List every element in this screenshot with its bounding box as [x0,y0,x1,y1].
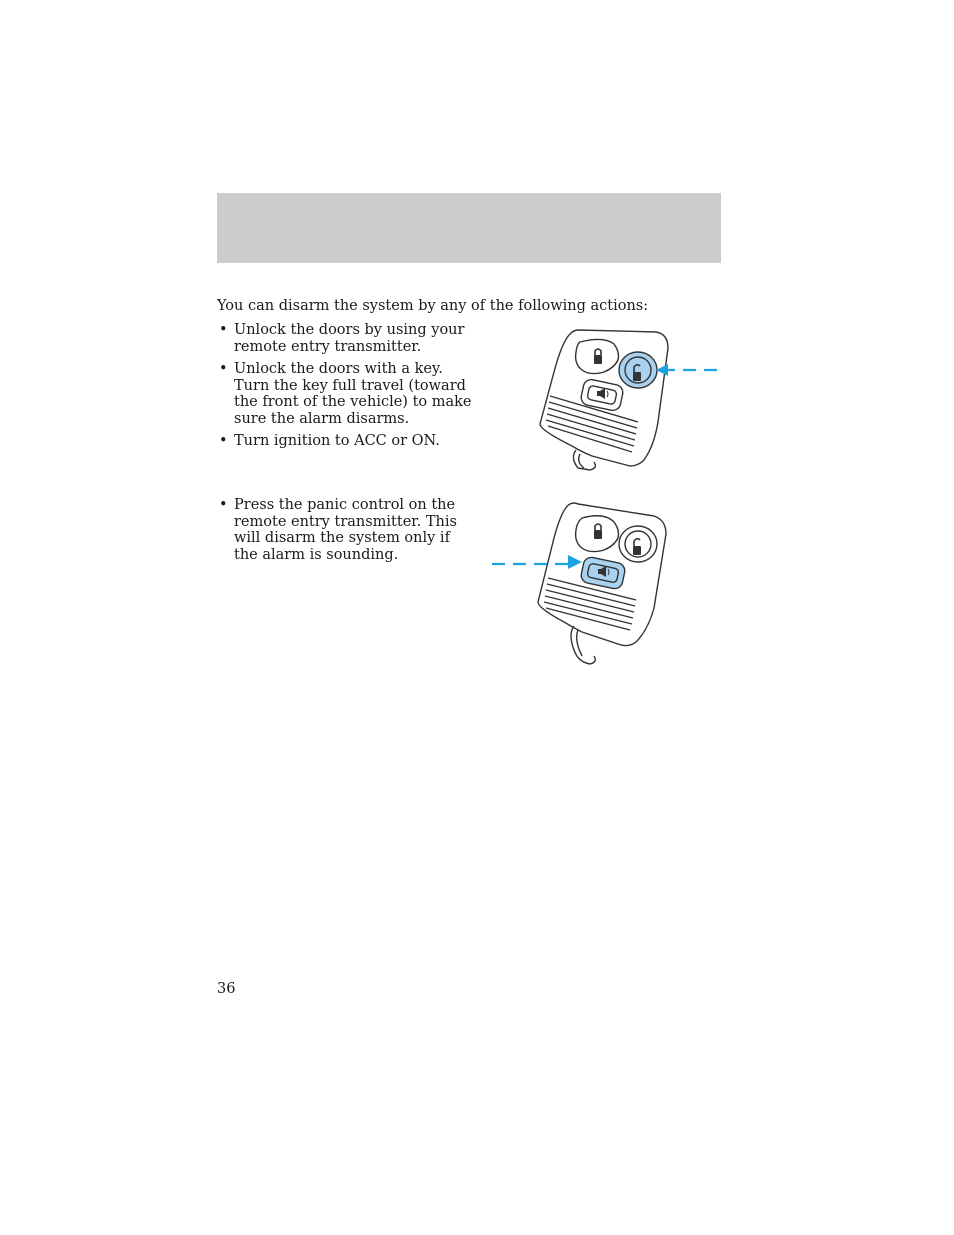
bullet-icon: • [219,361,228,377]
list-item-text: Turn ignition to ACC or ON. [234,433,440,449]
list-item [217,322,477,355]
disarm-actions-list [217,322,477,456]
page-number: 36 [217,981,236,997]
list-item [217,361,477,427]
list-item-text: Unlock the doors with a key. Turn the key full travel (toward the front of the vehicle) to make sure the alarm disarms. [234,361,472,427]
remote-transmitter-panic-illustration [490,498,672,666]
bullet-icon: • [219,433,228,449]
list-item-text: Unlock the doors by using your remote entry transmitter. [234,322,465,355]
dashed-arrow-icon [656,364,724,376]
bullet-icon: • [219,322,228,338]
dashed-arrow-icon [492,555,582,569]
remote-transmitter-unlock-illustration [534,322,724,472]
list-item [217,433,477,450]
intro-text: You can disarm the system by any of the following actions: [217,298,649,314]
list-item [217,497,477,563]
list-item-text: Press the panic control on the remote entry transmitter. This will disarm the system only if the alarm is sounding. [234,497,457,563]
panic-action-list [217,497,477,569]
section-header-band [217,193,721,263]
bullet-icon: • [219,497,228,513]
